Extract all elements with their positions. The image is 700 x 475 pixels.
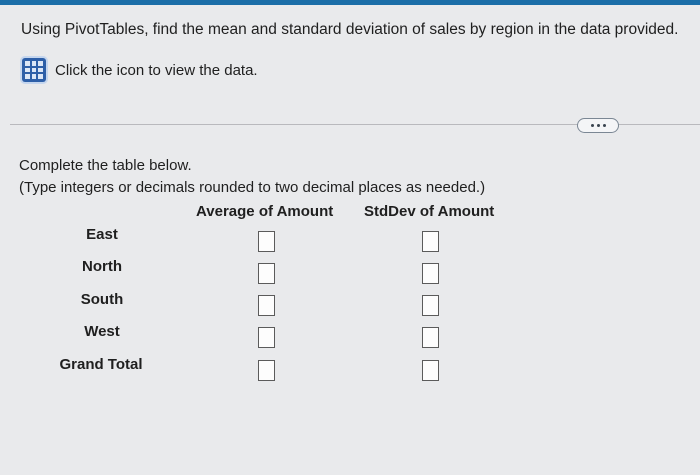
stddev-input-grand-total[interactable] bbox=[422, 360, 439, 381]
average-input-south[interactable] bbox=[258, 295, 275, 316]
average-input-east[interactable] bbox=[258, 231, 275, 252]
average-input-north[interactable] bbox=[258, 263, 275, 284]
stddev-input-west[interactable] bbox=[422, 327, 439, 348]
column-header-stddev: StdDev of Amount bbox=[364, 203, 495, 220]
stddev-input-north[interactable] bbox=[422, 263, 439, 284]
question-text: Using PivotTables, find the mean and standard deviation of sales by region in the data provided. bbox=[21, 21, 679, 38]
instruction-line-1: Complete the table below. bbox=[19, 157, 192, 174]
stddev-input-east[interactable] bbox=[422, 231, 439, 252]
average-input-grand-total[interactable] bbox=[258, 360, 275, 381]
ellipsis-icon bbox=[591, 124, 594, 127]
expand-more-button[interactable] bbox=[577, 118, 619, 133]
view-data-link[interactable] bbox=[22, 56, 258, 84]
top-accent-bar bbox=[0, 0, 700, 5]
view-data-label: Click the icon to view the data. bbox=[55, 61, 258, 79]
row-label-south: South bbox=[80, 291, 124, 308]
row-label-north: North bbox=[82, 258, 122, 275]
average-input-west[interactable] bbox=[258, 327, 275, 348]
row-label-east: East bbox=[86, 226, 118, 243]
column-header-average: Average of Amount bbox=[196, 203, 334, 220]
grid-table-icon[interactable] bbox=[22, 58, 46, 82]
row-label-grand-total: Grand Total bbox=[59, 356, 143, 373]
stddev-input-south[interactable] bbox=[422, 295, 439, 316]
instruction-line-2: (Type integers or decimals rounded to two decimal places as needed.) bbox=[19, 179, 486, 196]
row-label-west: West bbox=[84, 323, 120, 340]
